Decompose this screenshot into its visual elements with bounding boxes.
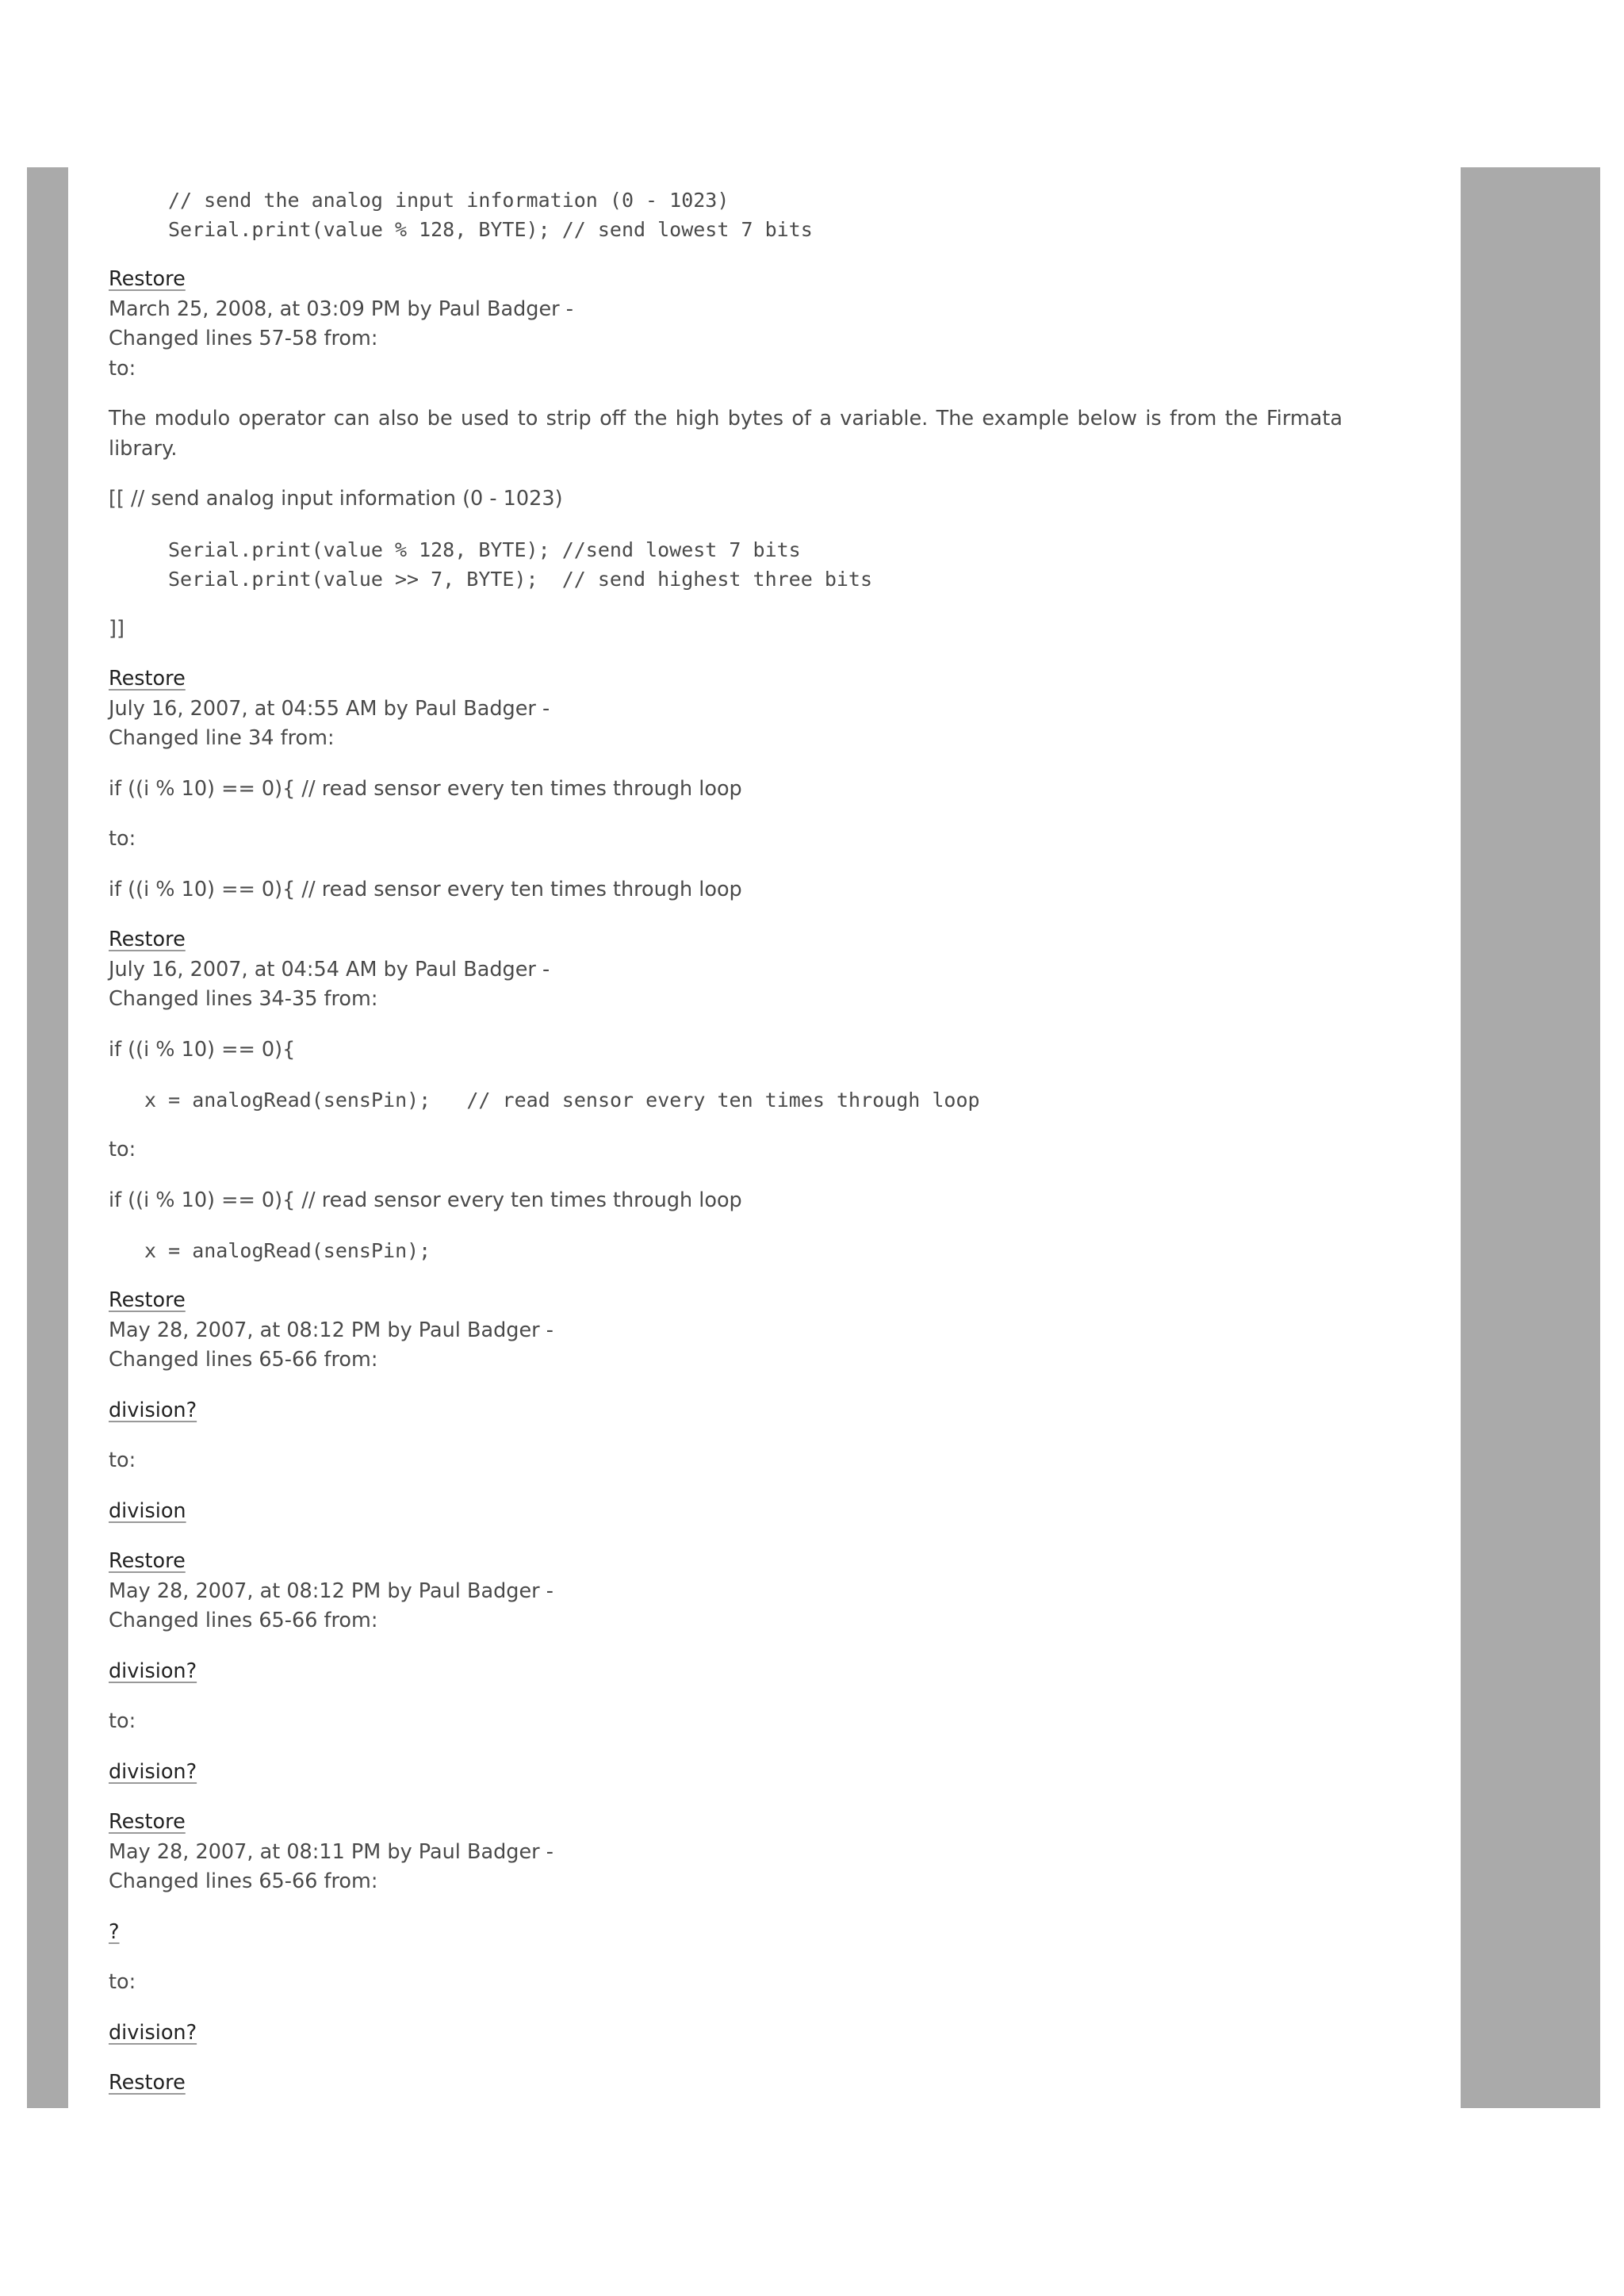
to-label: to: <box>109 827 136 851</box>
code-line: Serial.print(value % 128, BYTE); // send lowest 7 bits <box>168 218 813 241</box>
change-summary: Changed lines 65-66 from: <box>109 1348 378 1372</box>
to-label: to: <box>109 1970 136 1994</box>
revision-meta: March 25, 2008, at 03:09 PM by Paul Badger - <box>109 297 573 321</box>
to-text: if ((i % 10) == 0){ // read sensor every ten times through loop <box>109 877 742 901</box>
code-line: x = analogRead(sensPin); // read sensor every ten times through loop <box>144 1089 980 1112</box>
revision-meta: July 16, 2007, at 04:54 AM by Paul Badger - <box>109 957 550 982</box>
from-link[interactable]: division? <box>109 1659 197 1683</box>
paragraph-text: The modulo operator can also be used to strip off the high bytes of a variable. The example below is from the Firmata library. <box>109 407 1342 461</box>
restore-link[interactable]: Restore <box>109 267 186 291</box>
to-label: to: <box>109 1448 136 1472</box>
from-text: if ((i % 10) == 0){ // read sensor every ten times through loop <box>109 776 742 801</box>
revision-meta: July 16, 2007, at 04:55 AM by Paul Badger - <box>109 696 550 721</box>
from-link[interactable]: ? <box>109 1919 120 1944</box>
change-summary: Changed lines 65-66 from: <box>109 1609 378 1632</box>
to-link[interactable]: division <box>109 1498 186 1523</box>
restore-link[interactable]: Restore <box>109 928 186 951</box>
wiki-code-close: ]] <box>109 616 124 641</box>
wiki-code-open: [[ // send analog input information (0 - 1023) <box>109 487 563 511</box>
restore-link[interactable]: Restore <box>109 2071 186 2095</box>
revision-meta: May 28, 2007, at 08:11 PM by Paul Badger - <box>109 1839 553 1864</box>
change-summary: Changed lines 65-66 from: <box>109 1869 378 1893</box>
code-line: Serial.print(value >> 7, BYTE); // send highest three bits <box>168 567 873 591</box>
to-text: if ((i % 10) == 0){ // read sensor every ten times through loop <box>109 1188 742 1212</box>
revision-meta: May 28, 2007, at 08:12 PM by Paul Badger - <box>109 1578 553 1603</box>
page-history-content <box>109 186 1342 2099</box>
left-sidebar-bar <box>27 167 68 2108</box>
restore-link[interactable]: Restore <box>109 667 186 691</box>
code-line: x = analogRead(sensPin); <box>144 1239 431 1262</box>
to-label: to: <box>109 1138 136 1161</box>
restore-link[interactable]: Restore <box>109 1810 186 1834</box>
to-link[interactable]: division? <box>109 1759 197 1784</box>
to-label: to: <box>109 356 136 381</box>
restore-link[interactable]: Restore <box>109 1288 186 1312</box>
change-summary: Changed lines 34-35 from: <box>109 987 378 1011</box>
from-text: if ((i % 10) == 0){ <box>109 1037 296 1062</box>
restore-link[interactable]: Restore <box>109 1549 186 1573</box>
to-label: to: <box>109 1709 136 1733</box>
to-link[interactable]: division? <box>109 2020 197 2045</box>
revision-meta: May 28, 2007, at 08:12 PM by Paul Badger - <box>109 1318 553 1342</box>
change-summary: Changed lines 57-58 from: <box>109 327 378 350</box>
from-link[interactable]: division? <box>109 1398 197 1422</box>
right-sidebar-bar <box>1461 167 1600 2108</box>
code-line: Serial.print(value % 128, BYTE); //send lowest 7 bits <box>168 538 801 561</box>
code-line: // send the analog input information (0 - 1023) <box>168 189 730 212</box>
change-summary: Changed line 34 from: <box>109 726 335 750</box>
